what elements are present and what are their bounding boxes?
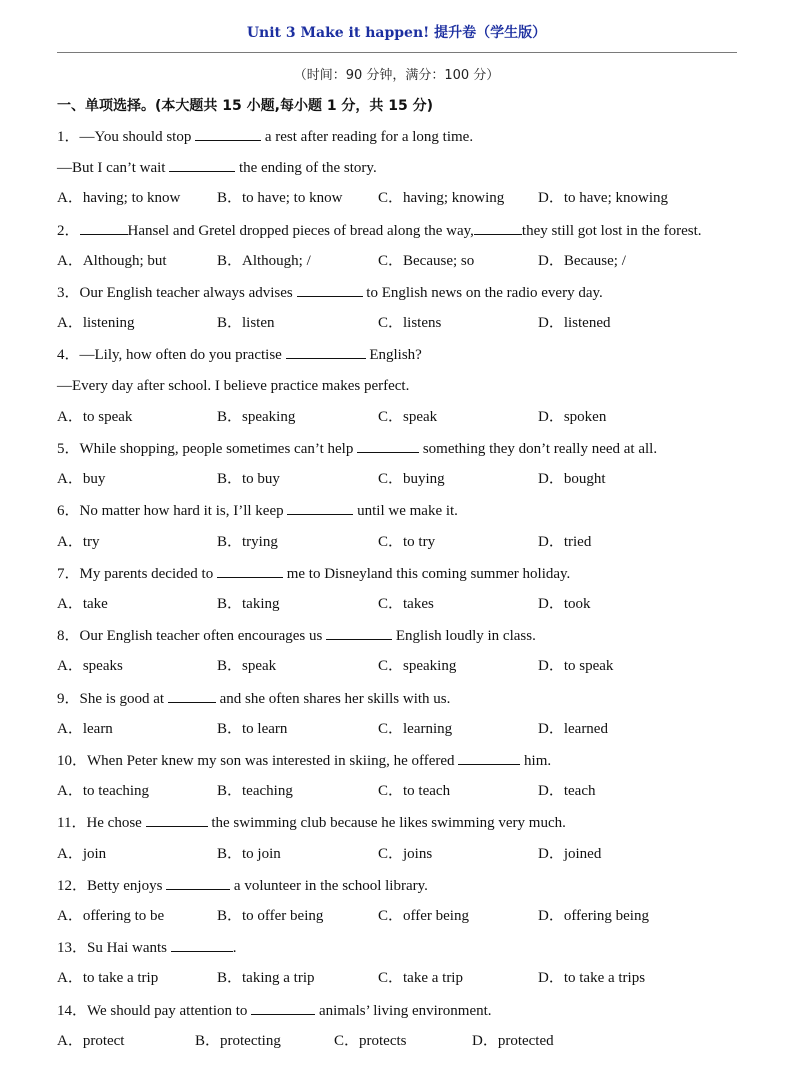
stem-text: 14．We should pay attention to <box>57 1002 252 1019</box>
option-b[interactable]: B．to buy <box>217 471 280 488</box>
option-d[interactable]: D．to have; knowing <box>538 190 668 207</box>
option-d[interactable]: D．learned <box>538 720 608 737</box>
question-stem <box>57 283 603 302</box>
question-stem <box>57 345 422 364</box>
title-divider <box>57 52 737 53</box>
option-d[interactable]: D．teach <box>538 783 596 800</box>
option-c[interactable]: C．offer being <box>378 908 469 924</box>
option-b[interactable]: B．teaching <box>217 783 293 800</box>
option-c[interactable]: C．joins <box>378 845 433 862</box>
stem-text: me to Disneyland this coming summer holiday. <box>282 565 571 582</box>
question-stem <box>57 127 473 146</box>
question-stem <box>57 626 536 645</box>
option-a[interactable]: A．Although; but <box>57 252 167 269</box>
exam-meta: （时间：90 分钟，满分：100 分） <box>293 68 500 83</box>
option-a[interactable]: A．speaks <box>57 658 123 675</box>
stem-text: a rest after reading for a long time. <box>261 129 474 145</box>
question-stem <box>57 439 657 458</box>
option-d[interactable]: D．tried <box>538 533 592 550</box>
option-b[interactable]: B．to have; to know <box>217 190 343 207</box>
stem-text: they still got lost in the forest. <box>521 222 702 239</box>
answer-blank[interactable] <box>287 501 353 515</box>
stem-text: Hansel and Gretel dropped pieces of bread along the way, <box>127 222 474 239</box>
question-stem <box>57 938 237 957</box>
option-c[interactable]: C．buying <box>378 471 445 488</box>
option-c[interactable]: C．listens <box>378 315 442 332</box>
option-d[interactable]: D．offering being <box>538 908 649 924</box>
answer-blank[interactable] <box>458 751 520 765</box>
question-stem <box>57 689 450 708</box>
question-stem <box>57 1001 492 1020</box>
option-a[interactable]: A．to speak <box>57 408 133 425</box>
option-c[interactable]: C．speak <box>378 408 438 425</box>
answer-blank[interactable] <box>286 345 366 359</box>
stem-text: —Every day after school. I believe practice makes perfect. <box>57 377 410 394</box>
stem-text: —But I can’t wait <box>57 160 170 177</box>
question-stem <box>57 564 570 583</box>
option-b[interactable]: B．speak <box>217 658 277 675</box>
answer-blank[interactable] <box>195 127 261 141</box>
stem-text: something they don’t really need at all. <box>419 441 658 457</box>
answer-blank[interactable] <box>166 876 230 890</box>
option-c[interactable]: C．having; knowing <box>378 190 505 207</box>
document-title: Unit 3 Make it happen! 提升卷（学生版） <box>246 25 547 41</box>
stem-text: to English news on the radio every day. <box>362 285 603 301</box>
option-d[interactable]: D．to take a trips <box>538 970 646 987</box>
stem-text: 4．—Lily, how often do you practise <box>57 347 286 364</box>
option-a[interactable]: A．buy <box>57 471 106 488</box>
stem-text: 5．While shopping, people sometimes can’t help <box>57 441 358 457</box>
option-a[interactable]: A．to teaching <box>57 783 150 800</box>
stem-text: . <box>232 940 237 957</box>
stem-text: a volunteer in the school library. <box>230 877 428 894</box>
answer-blank[interactable] <box>168 689 216 703</box>
question-stem <box>57 221 702 240</box>
option-a[interactable]: A．to take a trip <box>57 970 159 987</box>
stem-text: 7．My parents decided to <box>57 565 217 582</box>
answer-blank[interactable] <box>357 439 419 453</box>
answer-blank[interactable] <box>169 158 235 172</box>
option-c[interactable]: C．protects <box>334 1032 407 1049</box>
stem-text: the swimming club because he likes swimming very much. <box>207 815 566 832</box>
question-stem <box>57 876 428 895</box>
option-d[interactable]: D．to speak <box>538 658 614 675</box>
option-c[interactable]: C．speaking <box>378 658 457 675</box>
stem-text: 10．When Peter knew my son was interested in skiing, he offered <box>57 753 459 769</box>
answer-blank[interactable] <box>80 221 128 235</box>
option-d[interactable]: D．took <box>538 596 591 612</box>
option-c[interactable]: C．learning <box>378 720 453 737</box>
option-d[interactable]: D．Because; / <box>538 252 626 269</box>
stem-text: him. <box>520 753 552 769</box>
stem-text: English loudly in class. <box>392 628 536 645</box>
question-stem <box>57 377 409 395</box>
option-d[interactable]: D．spoken <box>538 408 607 425</box>
question-stem <box>57 813 566 832</box>
answer-blank[interactable] <box>474 221 522 235</box>
stem-text: 6．No matter how hard it is, I’ll keep <box>57 503 288 520</box>
option-b[interactable]: B．trying <box>217 533 278 550</box>
option-a[interactable]: A．offering to be <box>57 908 165 924</box>
option-b[interactable]: B．speaking <box>217 408 296 425</box>
stem-text: 2． <box>57 222 80 239</box>
stem-text: 13．Su Hai wants <box>57 940 171 957</box>
stem-text: 3．Our English teacher always advises <box>57 285 297 301</box>
option-b[interactable]: B．taking <box>217 596 280 612</box>
option-a[interactable]: A．having; to know <box>57 190 181 207</box>
option-c[interactable]: C．take a trip <box>378 970 463 987</box>
stem-text: the ending of the story. <box>235 160 377 177</box>
option-c[interactable]: C．Because; so <box>378 252 475 269</box>
option-d[interactable]: D．bought <box>538 471 606 488</box>
option-a[interactable]: A．protect <box>57 1032 125 1049</box>
answer-blank[interactable] <box>171 938 233 952</box>
option-d[interactable]: D．joined <box>538 845 602 862</box>
option-b[interactable]: B．listen <box>217 315 275 332</box>
option-a[interactable]: A．try <box>57 533 100 550</box>
option-b[interactable]: B．protecting <box>195 1032 281 1049</box>
option-b[interactable]: B．Although; / <box>217 252 311 269</box>
answer-blank[interactable] <box>146 813 208 827</box>
stem-text: 1．—You should stop <box>57 129 196 145</box>
question-stem <box>57 501 458 520</box>
stem-text: until we make it. <box>353 503 458 520</box>
question-stem <box>57 751 551 770</box>
stem-text: 8．Our English teacher often encourages us <box>57 628 327 645</box>
answer-blank[interactable] <box>251 1001 315 1015</box>
answer-blank[interactable] <box>326 626 392 640</box>
stem-text: and she often shares her skills with us. <box>215 690 451 707</box>
stem-text: English? <box>365 347 422 364</box>
option-a[interactable]: A．join <box>57 845 107 862</box>
option-b[interactable]: B．to offer being <box>217 908 324 924</box>
option-c[interactable]: C．to teach <box>378 783 451 800</box>
stem-text: 11．He chose <box>57 815 146 832</box>
section-heading: 一、单项选择。(本大题共 15 小题,每小题 1 分，共 15 分) <box>57 98 434 114</box>
question-stem <box>57 158 377 177</box>
option-b[interactable]: B．to learn <box>217 720 288 737</box>
option-b[interactable]: B．to join <box>217 845 281 862</box>
option-a[interactable]: A．learn <box>57 720 113 737</box>
option-c[interactable]: C．takes <box>378 596 434 612</box>
option-a[interactable]: A．take <box>57 596 108 612</box>
option-a[interactable]: A．listening <box>57 315 135 332</box>
option-d[interactable]: D．listened <box>538 315 611 332</box>
answer-blank[interactable] <box>297 283 363 297</box>
option-d[interactable]: D．protected <box>472 1032 554 1049</box>
option-c[interactable]: C．to try <box>378 533 436 550</box>
option-b[interactable]: B．taking a trip <box>217 970 315 987</box>
stem-text: 9．She is good at <box>57 690 168 707</box>
stem-text: animals’ living environment. <box>315 1002 492 1019</box>
answer-blank[interactable] <box>217 564 283 578</box>
stem-text: 12．Betty enjoys <box>57 877 167 894</box>
